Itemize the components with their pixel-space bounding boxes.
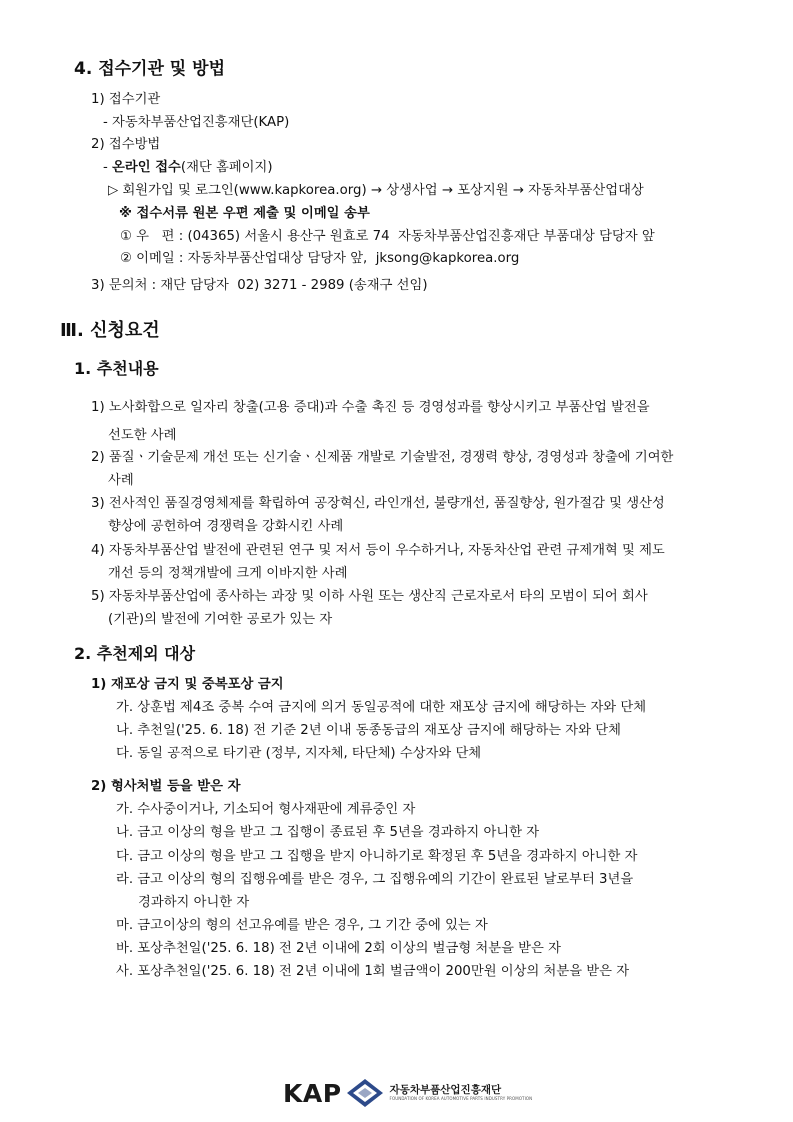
contact-info: 3) 문의처 : 재단 담당자 02) 3271 - 2989 (송재구 선임) — [91, 278, 428, 293]
recommend-item: 1) 노사화합으로 일자리 창출(고용 증대)과 수출 촉진 등 경영성과를 향상시키고 부품산업 발전을 — [91, 400, 650, 415]
recommend-item: 4) 자동차부품산업 발전에 관련된 연구 및 저서 등이 우수하거나, 자동차산업 관련 규제개혁 및 제도 — [91, 543, 665, 558]
recommend-item-cont: 선도한 사례 — [108, 428, 177, 443]
exclusion-item: 다. 동일 공적으로 타기관 (정부, 지자체, 타단체) 수상자와 단체 — [116, 746, 482, 761]
email-address: ② 이메일 : 자동차부품산업대상 담당자 앞, jksong@kapkorea.org — [120, 251, 520, 266]
item-label: 2) 접수방법 — [91, 137, 161, 152]
exclusion-item: 가. 수사중이거나, 기소되어 형사재판에 계류중인 자 — [116, 802, 416, 817]
recommend-item: 3) 전사적인 품질경영체제를 확립하여 공장혁신, 라인개선, 불량개선, 품질향상, 원가절감 및 생산성 — [91, 496, 665, 511]
group-heading: 2) 형사처벌 등을 받은 자 — [91, 779, 241, 794]
exclusion-item: 가. 상훈법 제4조 중복 수여 금지에 의거 동일공적에 대한 재포상 금지에 해당하는 자와 단체 — [116, 700, 647, 715]
online-rest: (재단 홈페이지) — [180, 160, 273, 175]
org-name: 자동차부품산업진흥재단 — [389, 1084, 502, 1096]
item-label: 1) 접수기관 — [91, 92, 161, 107]
recommend-item: 2) 품질ㆍ기술문제 개선 또는 신기술ㆍ신제품 개발로 기술발전, 경쟁력 향상, 경영성과 창출에 기여한 — [91, 450, 674, 465]
postal-address: ① 우 편 : (04365) 서울시 용산구 원효로 74 자동차부품산업진흥재단 부품대상 담당자 앞 — [120, 229, 655, 244]
exclusion-item: 라. 금고 이상의 형의 집행유예를 받은 경우, 그 집행유예의 기간이 완료된 날로부터 3년을 — [116, 872, 634, 887]
recommend-item-cont: 개선 등의 정책개발에 크게 이바지한 사례 — [108, 566, 348, 581]
online-method — [103, 159, 273, 177]
exclusion-item: 나. 추천일('25. 6. 18) 전 기준 2년 이내 동종동급의 재포상 금지에 해당하는 자와 단체 — [116, 723, 621, 738]
item-detail: - 자동차부품산업진흥재단(KAP) — [103, 115, 290, 130]
exclusion-item: 다. 금고 이상의 형을 받고 그 집행을 받지 아니하기로 확정된 후 5년을 경과하지 아니한 자 — [116, 849, 638, 864]
group-heading: 1) 재포상 금지 및 중복포상 금지 — [91, 677, 284, 692]
recommend-item-cont: 사례 — [108, 473, 134, 488]
exclusion-item: 나. 금고 이상의 형을 받고 그 집행이 종료된 후 5년을 경과하지 아니한 자 — [116, 825, 540, 840]
exclusion-item-cont: 경과하지 아니한 자 — [138, 895, 250, 910]
diamond-logo-icon — [344, 1077, 386, 1109]
recommend-item-cont: 향상에 공헌하여 경쟁력을 강화시킨 사례 — [108, 519, 344, 534]
subsection-heading: 2. 추천제외 대상 — [74, 644, 196, 663]
exclusion-item: 바. 포상추천일('25. 6. 18) 전 2년 이내에 2회 이상의 벌금형 처분을 받은 자 — [116, 941, 561, 956]
online-bold: 온라인 접수 — [112, 160, 181, 175]
footer-logo — [283, 1073, 532, 1113]
online-prefix: - — [103, 160, 113, 175]
section-heading: 4. 접수기관 및 방법 — [74, 59, 225, 79]
org-english-name: FOUNDATION OF KOREA AUTOMOTIVE PARTS INDUSTRY PROMOTION — [389, 1096, 533, 1101]
exclusion-item: 사. 포상추천일('25. 6. 18) 전 2년 이내에 1회 벌금액이 200만원 이상의 처분을 받은 자 — [116, 964, 630, 979]
application-path: ▷ 회원가입 및 로그인(www.kapkorea.org) → 상생사업 → 포상지원 → 자동차부품산업대상 — [108, 183, 644, 198]
part-heading: Ⅲ. 신청요건 — [60, 320, 160, 341]
recommend-item: 5) 자동차부품산업에 종사하는 과장 및 이하 사원 또는 생산직 근로자로서 타의 모범이 되어 회사 — [91, 589, 648, 604]
subsection-heading: 1. 추천내용 — [74, 359, 159, 378]
kap-logo-text: KAP — [283, 1078, 342, 1108]
exclusion-item: 마. 금고이상의 형의 선고유예를 받은 경우, 그 기간 중에 있는 자 — [116, 918, 488, 933]
submission-notice: ※ 접수서류 원본 우편 제출 및 이메일 송부 — [119, 206, 370, 221]
recommend-item-cont: (기관)의 발전에 기여한 공로가 있는 자 — [108, 612, 333, 627]
